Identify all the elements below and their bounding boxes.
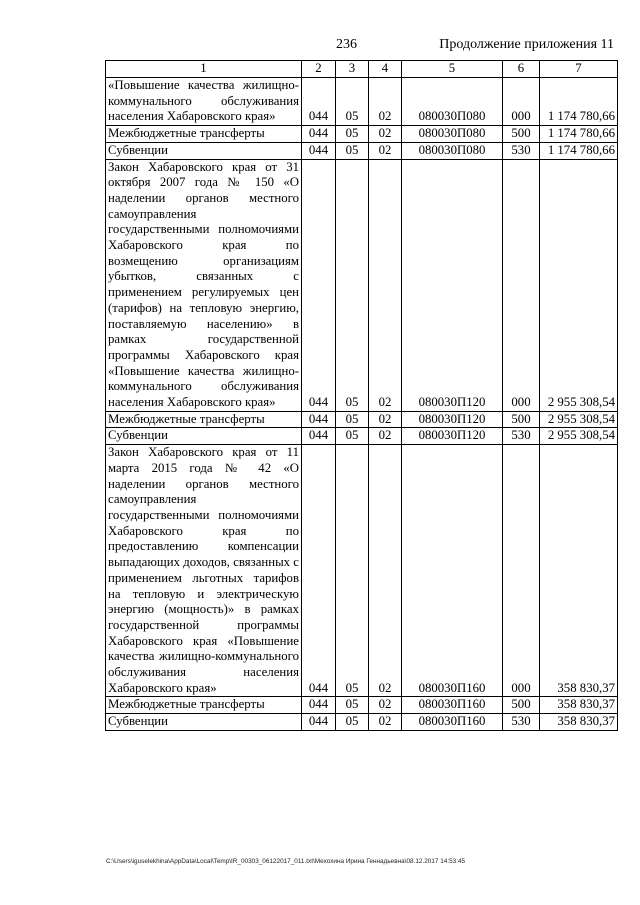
subsection-cell: 02 bbox=[369, 445, 402, 697]
table-row bbox=[106, 142, 618, 159]
amount-cell: 358 830,37 bbox=[540, 697, 618, 714]
expense-type-cell: 000 bbox=[503, 159, 540, 411]
target-article-cell: 080030П120 bbox=[402, 411, 503, 428]
section-cell: 05 bbox=[336, 411, 369, 428]
row-name-cell bbox=[106, 428, 302, 445]
target-article-cell: 080030П080 bbox=[402, 142, 503, 159]
grbs-cell: 044 bbox=[302, 697, 336, 714]
table-row bbox=[106, 697, 618, 714]
target-article-cell: 080030П160 bbox=[402, 714, 503, 731]
row-name-cell bbox=[106, 714, 302, 731]
expense-type-cell: 530 bbox=[503, 428, 540, 445]
section-cell: 05 bbox=[336, 714, 369, 731]
row-name: Субвенции bbox=[108, 142, 168, 157]
row-name: Субвенции bbox=[108, 714, 168, 729]
amount-cell: 2 955 308,54 bbox=[540, 411, 618, 428]
target-article-cell: 080030П160 bbox=[402, 445, 503, 697]
row-name-cell bbox=[106, 126, 302, 143]
column-header-row bbox=[106, 61, 618, 78]
expense-type-cell: 530 bbox=[503, 714, 540, 731]
amount-cell: 1 174 780,66 bbox=[540, 126, 618, 143]
row-name: Закон Хабаровского края от 31 октября 2007 года № 150 «О наделении органов местного самоуправления государственными полномочиями Хабаровского края по возмещению организациям убытков, связанных с применением регулируемых цен (тарифов) на тепловую энергию, поставляемую населению» в рамках государственной программы Хабаровского края «Повышение качества жилищно-коммунального обслуживания населения Хабаровского края» bbox=[108, 159, 299, 410]
section-cell: 05 bbox=[336, 159, 369, 411]
column-header: 3 bbox=[336, 61, 369, 78]
column-header: 7 bbox=[540, 61, 618, 78]
section-cell: 05 bbox=[336, 126, 369, 143]
row-name-cell bbox=[106, 142, 302, 159]
row-name-cell bbox=[106, 445, 302, 697]
table-row bbox=[106, 411, 618, 428]
grbs-cell: 044 bbox=[302, 411, 336, 428]
expense-type-cell: 500 bbox=[503, 411, 540, 428]
table-row bbox=[106, 445, 618, 697]
section-cell: 05 bbox=[336, 697, 369, 714]
table-row bbox=[106, 428, 618, 445]
budget-table bbox=[105, 60, 618, 731]
subsection-cell: 02 bbox=[369, 159, 402, 411]
grbs-cell: 044 bbox=[302, 78, 336, 126]
amount-cell: 2 955 308,54 bbox=[540, 428, 618, 445]
continuation-title: Продолжение приложения 11 bbox=[439, 37, 614, 52]
amount-cell: 1 174 780,66 bbox=[540, 78, 618, 126]
grbs-cell: 044 bbox=[302, 142, 336, 159]
subsection-cell: 02 bbox=[369, 126, 402, 143]
grbs-cell: 044 bbox=[302, 126, 336, 143]
subsection-cell: 02 bbox=[369, 714, 402, 731]
column-header: 2 bbox=[302, 61, 336, 78]
column-header: 4 bbox=[369, 61, 402, 78]
table-body bbox=[106, 78, 618, 731]
row-name: Межбюджетные трансферты bbox=[108, 697, 265, 712]
column-header: 1 bbox=[106, 61, 302, 78]
subsection-cell: 02 bbox=[369, 697, 402, 714]
target-article-cell: 080030П120 bbox=[402, 159, 503, 411]
expense-type-cell: 500 bbox=[503, 126, 540, 143]
table-row bbox=[106, 714, 618, 731]
expense-type-cell: 000 bbox=[503, 445, 540, 697]
section-cell: 05 bbox=[336, 445, 369, 697]
section-cell: 05 bbox=[336, 142, 369, 159]
amount-cell: 2 955 308,54 bbox=[540, 159, 618, 411]
grbs-cell: 044 bbox=[302, 445, 336, 697]
file-path-footer: C:\Users\iguselekhina\AppData\Local\Temp\IR_00303_06122017_011.txt\Мехохина Ирина Геннадьевна\08.12.2017 14:53:45 bbox=[106, 858, 466, 865]
row-name: Межбюджетные трансферты bbox=[108, 126, 265, 141]
grbs-cell: 044 bbox=[302, 714, 336, 731]
column-header: 6 bbox=[503, 61, 540, 78]
row-name: «Повышение качества жилищно-коммунального обслуживания населения Хабаровского края» bbox=[108, 78, 299, 124]
amount-cell: 358 830,37 bbox=[540, 714, 618, 731]
grbs-cell: 044 bbox=[302, 159, 336, 411]
table-row bbox=[106, 126, 618, 143]
section-cell: 05 bbox=[336, 428, 369, 445]
table-row bbox=[106, 159, 618, 411]
expense-type-cell: 000 bbox=[503, 78, 540, 126]
row-name: Закон Хабаровского края от 11 марта 2015 года № 42 «О наделении органов местного самоуправления государственными полномочиями Хабаровского края по предоставлению компенсации выпадающих доходов, связанных с применением льготных тарифов на тепловую и электрическую энергию (мощность)» в рамках государственной программы Хабаровского края «Повышение качества жилищно-коммунального обслуживания населения Хабаровского края» bbox=[108, 445, 299, 695]
amount-cell: 358 830,37 bbox=[540, 445, 618, 697]
row-name-cell bbox=[106, 78, 302, 126]
section-cell: 05 bbox=[336, 78, 369, 126]
table-row bbox=[106, 78, 618, 126]
target-article-cell: 080030П120 bbox=[402, 428, 503, 445]
target-article-cell: 080030П160 bbox=[402, 697, 503, 714]
target-article-cell: 080030П080 bbox=[402, 126, 503, 143]
subsection-cell: 02 bbox=[369, 428, 402, 445]
row-name-cell bbox=[106, 159, 302, 411]
expense-type-cell: 500 bbox=[503, 697, 540, 714]
subsection-cell: 02 bbox=[369, 142, 402, 159]
row-name: Межбюджетные трансферты bbox=[108, 411, 265, 426]
subsection-cell: 02 bbox=[369, 411, 402, 428]
amount-cell: 1 174 780,66 bbox=[540, 142, 618, 159]
row-name: Субвенции bbox=[108, 428, 168, 443]
column-header: 5 bbox=[402, 61, 503, 78]
subsection-cell: 02 bbox=[369, 78, 402, 126]
row-name-cell bbox=[106, 411, 302, 428]
target-article-cell: 080030П080 bbox=[402, 78, 503, 126]
expense-type-cell: 530 bbox=[503, 142, 540, 159]
page-number: 236 bbox=[336, 37, 357, 52]
row-name-cell bbox=[106, 697, 302, 714]
grbs-cell: 044 bbox=[302, 428, 336, 445]
